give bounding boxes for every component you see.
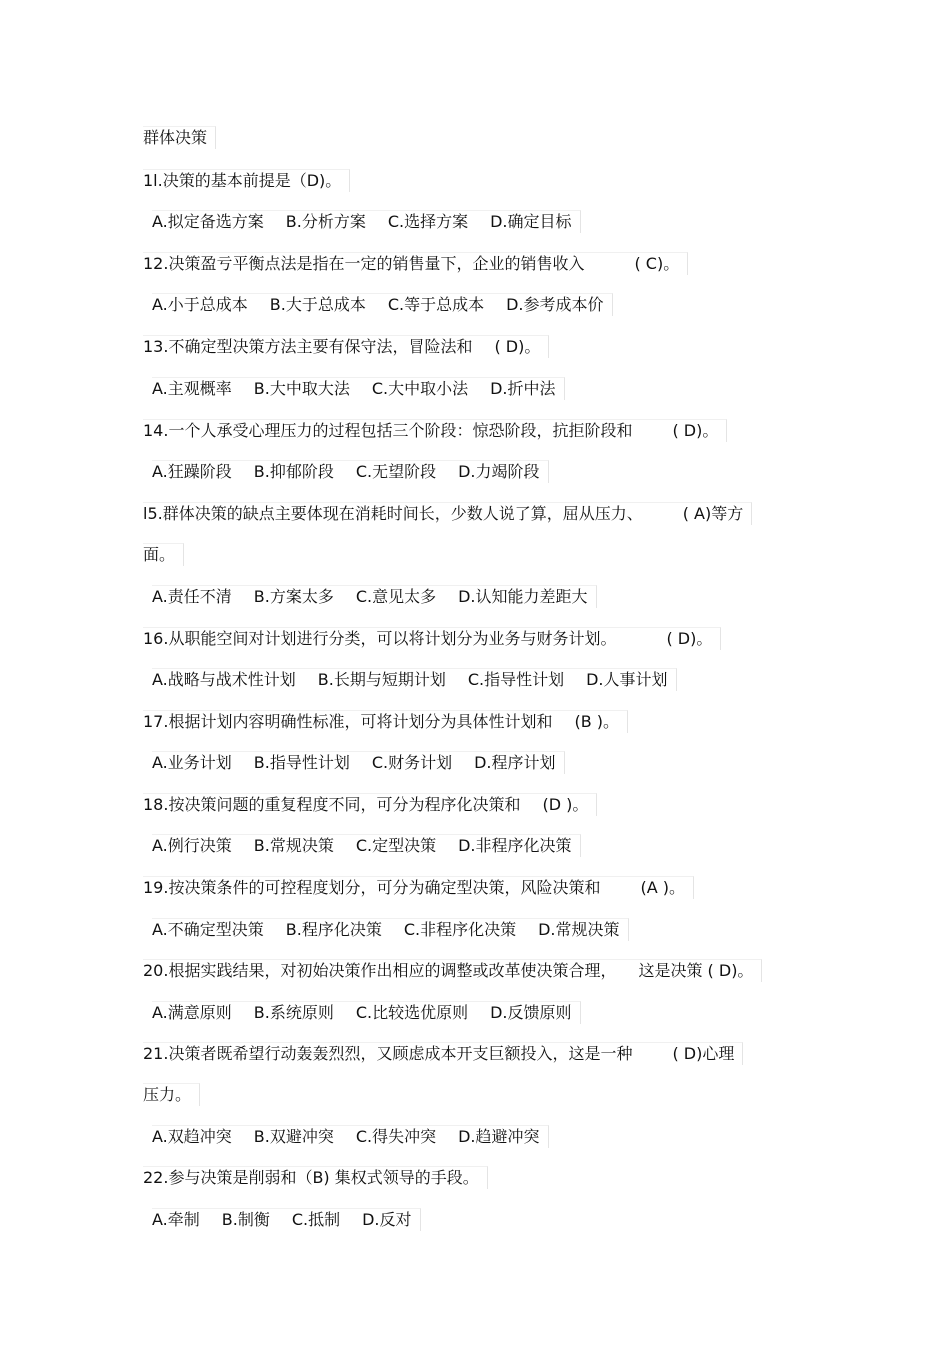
option-b: B.分析方案 bbox=[285, 212, 366, 231]
option-a: A.小于总成本 bbox=[152, 295, 248, 314]
option-c: C.等于总成本 bbox=[387, 295, 485, 314]
option-c: C.定型决策 bbox=[355, 836, 437, 855]
option-d: D.认知能力差距大 bbox=[458, 587, 588, 606]
option-b: B.长期与短期计划 bbox=[317, 670, 446, 689]
question-options bbox=[152, 668, 677, 691]
question-text: 13.不确定型决策方法主要有保守法，冒险法和 bbox=[143, 337, 473, 356]
option-c: C.比较选优原则 bbox=[355, 1003, 469, 1022]
option-c: C.无望阶段 bbox=[355, 462, 437, 481]
answer-text: (A )。 bbox=[640, 878, 685, 897]
option-a: A.满意原则 bbox=[152, 1003, 232, 1022]
question-stem bbox=[143, 959, 762, 982]
question-stem bbox=[143, 252, 688, 275]
option-d: D.力竭阶段 bbox=[458, 462, 540, 481]
answer-text: ( D)。 bbox=[666, 629, 713, 648]
option-c: C.意见太多 bbox=[355, 587, 437, 606]
option-a: A.主观概率 bbox=[152, 379, 232, 398]
option-a: A.牵制 bbox=[152, 1210, 200, 1229]
answer-text: (B )。 bbox=[574, 712, 620, 731]
option-d: D.趋避冲突 bbox=[458, 1127, 540, 1146]
question-options bbox=[152, 1208, 421, 1231]
question-stem bbox=[143, 335, 549, 358]
option-c: C.非程序化决策 bbox=[403, 920, 517, 939]
page-title bbox=[143, 126, 216, 149]
option-a: A.双趋冲突 bbox=[152, 1127, 232, 1146]
answer-text: 这是决策 ( D)。 bbox=[638, 961, 754, 980]
question-text: 16.从职能空间对计划进行分类，可以将计划分为业务与财务计划。 bbox=[143, 629, 617, 648]
answer-text: ( A)等方 bbox=[682, 504, 744, 523]
question-text: 18.按决策问题的重复程度不同，可分为程序化决策和 bbox=[143, 795, 521, 814]
option-d: D.非程序化决策 bbox=[458, 836, 572, 855]
option-c: C.指导性计划 bbox=[467, 670, 565, 689]
option-d: D.确定目标 bbox=[490, 212, 572, 231]
answer-text: ( D)。 bbox=[672, 421, 719, 440]
question-stem bbox=[143, 169, 350, 192]
answer-text: ( D)。 bbox=[494, 337, 541, 356]
option-a: A.例行决策 bbox=[152, 836, 232, 855]
question-options bbox=[152, 751, 565, 774]
question-text: 面。 bbox=[143, 545, 176, 564]
option-c: C.选择方案 bbox=[387, 212, 469, 231]
option-d: D.反馈原则 bbox=[490, 1003, 572, 1022]
question-text: 17.根据计划内容明确性标准，可将计划分为具体性计划和 bbox=[143, 712, 553, 731]
option-d: D.折中法 bbox=[490, 379, 556, 398]
question-text: 19.按决策条件的可控程度划分，可分为确定型决策，风险决策和 bbox=[143, 878, 601, 897]
option-a: A.业务计划 bbox=[152, 753, 232, 772]
question-stem bbox=[143, 627, 721, 650]
question-stem-continued bbox=[143, 543, 184, 566]
question-stem bbox=[143, 502, 752, 525]
answer-text: ( D)心理 bbox=[672, 1044, 735, 1063]
option-b: B.制衡 bbox=[221, 1210, 270, 1229]
question-options bbox=[152, 460, 549, 483]
option-a: A.责任不清 bbox=[152, 587, 232, 606]
question-options bbox=[152, 834, 581, 857]
option-b: B.大于总成本 bbox=[269, 295, 366, 314]
option-a: A.战略与战术性计划 bbox=[152, 670, 296, 689]
option-b: B.双避冲突 bbox=[253, 1127, 334, 1146]
option-d: D.人事计划 bbox=[586, 670, 668, 689]
question-text: 14.一个人承受心理压力的过程包括三个阶段：惊恐阶段，抗拒阶段和 bbox=[143, 421, 633, 440]
answer-text: ( C)。 bbox=[634, 254, 680, 273]
question-text: l5.群体决策的缺点主要体现在消耗时间长，少数人说了算，屈从压力、 bbox=[143, 504, 643, 523]
question-options bbox=[152, 1001, 581, 1024]
question-text: 21.决策者既希望行动轰轰烈烈，又顾虑成本开支巨额投入，这是一种 bbox=[143, 1044, 633, 1063]
question-options bbox=[152, 377, 565, 400]
option-b: B.指导性计划 bbox=[253, 753, 350, 772]
option-b: B.大中取大法 bbox=[253, 379, 350, 398]
question-stem bbox=[143, 1166, 488, 1189]
option-d: D.程序计划 bbox=[474, 753, 556, 772]
question-text: 1l.决策的基本前提是（D)。 bbox=[143, 171, 342, 190]
question-options bbox=[152, 293, 613, 316]
option-b: B.系统原则 bbox=[253, 1003, 334, 1022]
question-text: 压力。 bbox=[143, 1085, 192, 1104]
question-stem bbox=[143, 710, 628, 733]
question-options bbox=[152, 918, 629, 941]
question-options bbox=[152, 210, 581, 233]
option-a: A.拟定备选方案 bbox=[152, 212, 264, 231]
question-text: 12.决策盈亏平衡点法是指在一定的销售量下，企业的销售收入 bbox=[143, 254, 585, 273]
option-d: D.反对 bbox=[362, 1210, 412, 1229]
question-options bbox=[152, 585, 597, 608]
option-c: C.抵制 bbox=[291, 1210, 341, 1229]
option-b: B.抑郁阶段 bbox=[253, 462, 334, 481]
answer-text: (D )。 bbox=[542, 795, 589, 814]
question-stem bbox=[143, 1042, 743, 1065]
option-b: B.方案太多 bbox=[253, 587, 334, 606]
question-text: 22.参与决策是削弱和（B) 集权式领导的手段。 bbox=[143, 1168, 479, 1187]
question-stem bbox=[143, 793, 597, 816]
question-text: 20.根据实践结果，对初始决策作出相应的调整或改革使决策合理， bbox=[143, 961, 617, 980]
question-stem-continued bbox=[143, 1083, 200, 1106]
option-a: A.不确定型决策 bbox=[152, 920, 264, 939]
option-c: C.财务计划 bbox=[371, 753, 453, 772]
option-c: C.大中取小法 bbox=[371, 379, 469, 398]
option-a: A.狂躁阶段 bbox=[152, 462, 232, 481]
question-options bbox=[152, 1125, 549, 1148]
question-stem bbox=[143, 419, 727, 442]
option-d: D.参考成本价 bbox=[506, 295, 604, 314]
option-c: C.得失冲突 bbox=[355, 1127, 437, 1146]
option-b: B.程序化决策 bbox=[285, 920, 382, 939]
question-stem bbox=[143, 876, 694, 899]
option-b: B.常规决策 bbox=[253, 836, 334, 855]
title-text: 群体决策 bbox=[143, 128, 208, 147]
option-d: D.常规决策 bbox=[538, 920, 620, 939]
